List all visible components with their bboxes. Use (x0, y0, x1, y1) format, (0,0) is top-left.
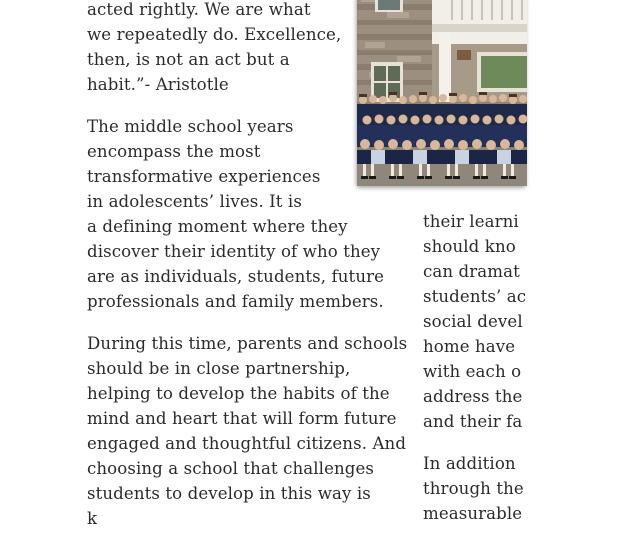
text-line: in adolescents’ lives. It is (87, 192, 302, 211)
text-line: and their fa (423, 412, 523, 431)
text-line: discover their identity of who they (87, 242, 381, 261)
text-line: The middle school years (87, 117, 294, 136)
text-line: k (87, 509, 98, 528)
text-line: measurable (423, 504, 523, 523)
text-line: helping to develop the habits of the (87, 384, 390, 403)
text-line: acted rightly. We are what (87, 0, 311, 19)
middle-school-paragraph (87, 114, 397, 314)
text-line: habit.”- Aristotle (87, 75, 229, 94)
text-line: transformative experiences (87, 167, 321, 186)
text-line: students’ ac (423, 287, 527, 306)
text-line: are as individuals, students, future (87, 267, 385, 286)
text-line: In addition (423, 454, 516, 473)
text-line: During this time, parents and schools (87, 334, 408, 353)
text-line: a defining moment where they (87, 217, 348, 236)
text-line: choosing a school that challenges (87, 459, 375, 478)
right-paragraph-2 (423, 451, 623, 526)
text-line: encompass the most (87, 142, 261, 161)
text-line: home have (423, 337, 516, 356)
text-line: can dramat (423, 262, 520, 281)
text-line: we repeatedly do. Excellence, (87, 25, 342, 44)
left-text-column (87, 0, 408, 548)
text-line: professionals and family members. (87, 292, 384, 311)
text-line: then, is not an act but a (87, 50, 290, 69)
quote-paragraph (87, 0, 397, 97)
text-line: engaged and thoughtful citizens. And (87, 434, 407, 453)
text-line: through the (423, 479, 524, 498)
partnership-paragraph (87, 331, 408, 531)
right-paragraph-1 (423, 209, 623, 434)
text-line: students to develop in this way is (87, 484, 371, 503)
text-line: should kno (423, 237, 516, 256)
right-text-column (423, 209, 623, 543)
text-line: their learni (423, 212, 519, 231)
text-line: address the (423, 387, 523, 406)
text-line: mind and heart that will form future (87, 409, 397, 428)
text-line: social devel (423, 312, 523, 331)
text-line: should be in close partnership, (87, 359, 351, 378)
text-line: with each o (423, 362, 522, 381)
